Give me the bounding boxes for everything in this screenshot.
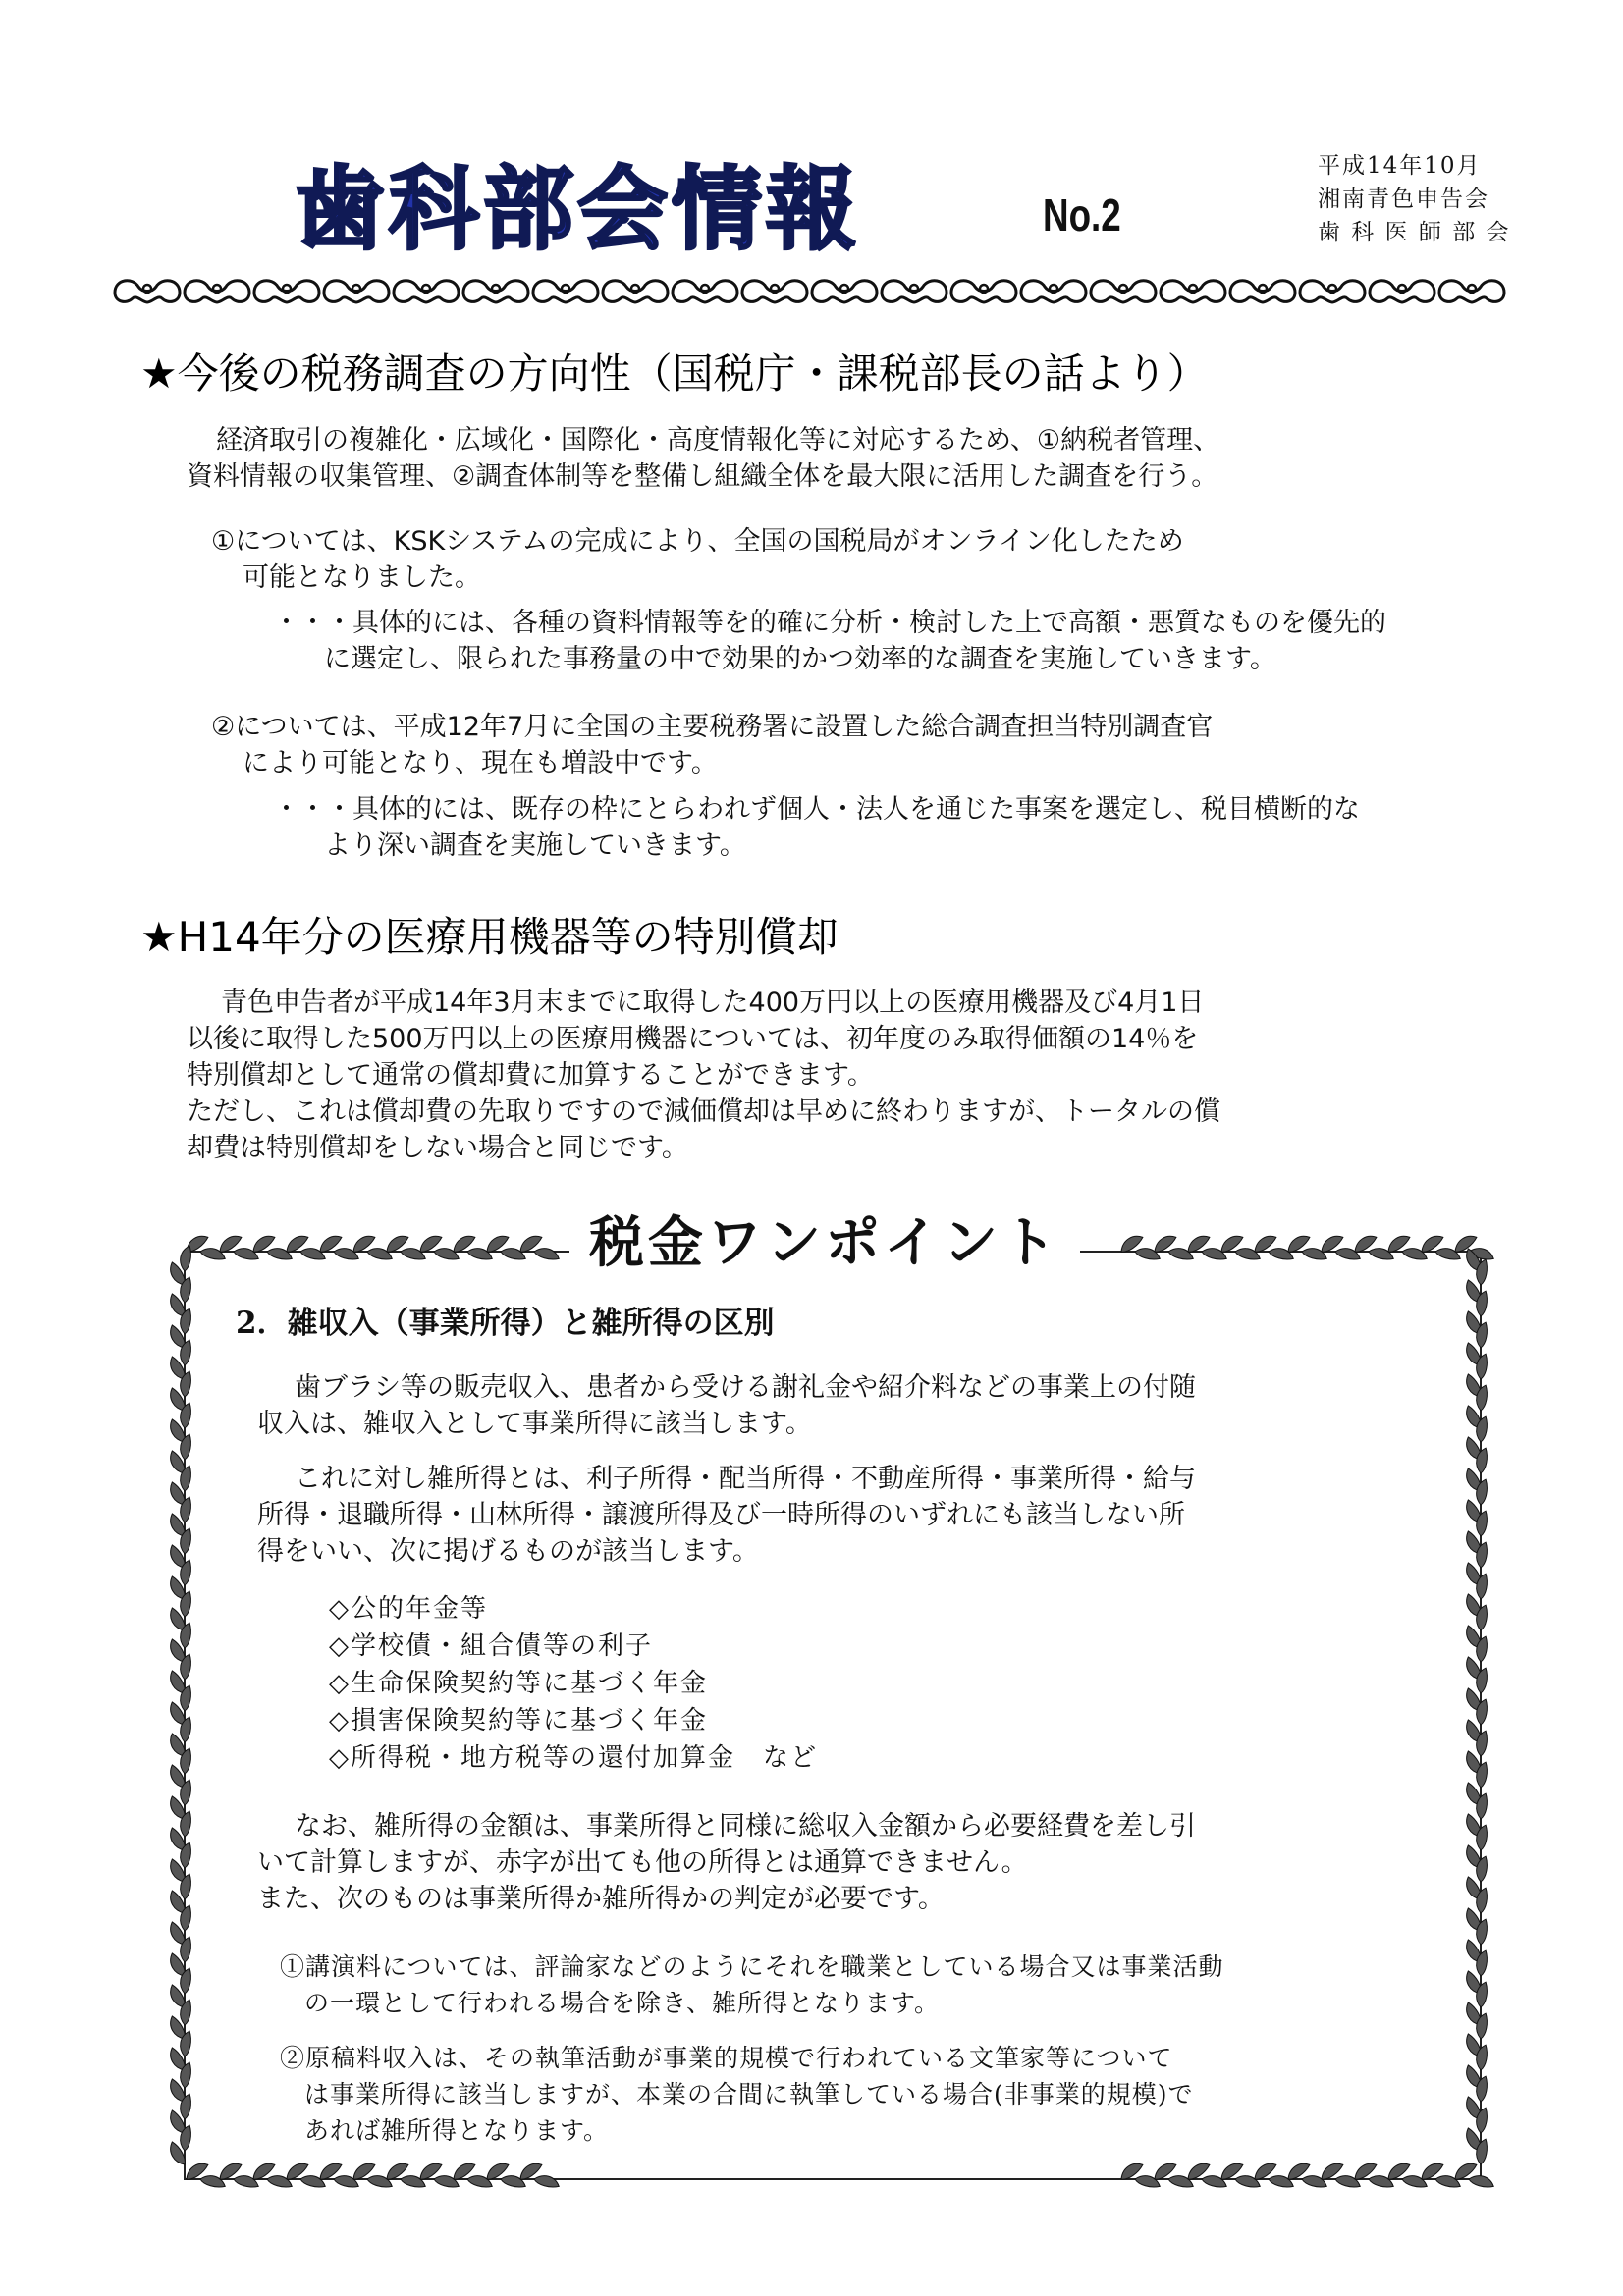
issue-date: 平成14年10月 [1318, 153, 1482, 179]
box-para1-line1: 歯ブラシ等の販売収入、患者から受ける謝礼金や紹介料などの事業上の付随 [295, 1372, 1196, 1403]
section2-line2: 以後に取得した500万円以上の医療用機器については、初年度のみ取得価額の14％を [187, 1024, 1199, 1054]
point1-line2: 可能となりました。 [243, 562, 481, 593]
detail2-line1: ・・・具体的には、既存の枠にとらわれず個人・法人を通じた事案を選定し、税目横断的な [273, 794, 1360, 825]
list-item: ◇生命保険契約等に基づく年金 [329, 1669, 708, 1698]
section1-intro-line2: 資料情報の収集管理、②調査体制等を整備し組織全体を最大限に活用した調査を行う。 [187, 461, 1218, 492]
decorative-chain-divider [113, 273, 1517, 308]
section2-line5: 却費は特別償却をしない場合と同じです。 [187, 1133, 688, 1163]
box-para3-line2: いて計算しますが、赤字が出ても他の所得とは通算できません。 [257, 1847, 1028, 1878]
point2-line2: により可能となり、現在も増設中です。 [243, 748, 718, 778]
box-para1-line2: 収入は、雑収入として事業所得に該当します。 [257, 1409, 812, 1439]
department-name: 歯 科 医 師 部 会 [1318, 220, 1511, 245]
box-para2-line1: これに対し雑所得とは、利子所得・配当所得・不動産所得・事業所得・給与 [295, 1464, 1196, 1494]
publisher-info [1318, 149, 1511, 249]
point2-line1: ②については、平成12年7月に全国の主要税務署に設置した総合調査担当特別調査官 [211, 712, 1214, 742]
note1-line1: ①講演料については、評論家などのようにそれを職業としている場合又は事業活動 [280, 1952, 1224, 1981]
detail1-line2: に選定し、限られた事務量の中で効果的かつ効率的な調査を実施していきます。 [324, 644, 1276, 674]
section2-line4: ただし、これは償却費の先取りですので減価償却は早めに終わりますが、トータルの償 [187, 1096, 1220, 1127]
issue-number: No.2 [1043, 189, 1121, 240]
box-subheading: 2．雑収入（事業所得）と雑所得の区別 [236, 1306, 775, 1341]
section-heading-depreciation: ★H14年分の医療用機器等の特別償却 [140, 913, 839, 961]
section1-intro-line1: 経済取引の複雑化・広域化・国際化・高度情報化等に対応するため、①納税者管理、 [216, 425, 1220, 455]
note2-line3: あれば雑所得となります。 [304, 2116, 610, 2145]
note2-line2: は事業所得に該当しますが、本業の合間に執筆している場合(非事業的規模)で [304, 2080, 1194, 2109]
one-point-ribbon-title: 税金ワンポイント [569, 1200, 1080, 1278]
box-para3-line3: また、次のものは事業所得か雑所得かの判定が必要です。 [257, 1884, 945, 1914]
list-item: ◇公的年金等 [329, 1594, 488, 1624]
detail2-line2: より深い調査を実施していきます。 [324, 830, 746, 861]
organization-name: 湘南青色申告会 [1318, 187, 1489, 212]
list-item: ◇所得税・地方税等の還付加算金 など [329, 1743, 818, 1773]
note2-line1: ②原稿料収入は、その執筆活動が事業的規模で行われている文筆家等について [280, 2044, 1173, 2072]
newsletter-title: 歯科部会情報 [295, 157, 861, 262]
box-para2-line3: 得をいい、次に掲げるものが該当します。 [257, 1536, 759, 1567]
box-para3-line1: なお、雑所得の金額は、事業所得と同様に総収入金額から必要経費を差し引 [295, 1811, 1196, 1842]
detail1-line1: ・・・具体的には、各種の資料情報等を的確に分析・検討した上で高額・悪質なものを優先的 [273, 608, 1386, 638]
list-item: ◇学校債・組合債等の利子 [329, 1631, 653, 1661]
box-para2-line2: 所得・退職所得・山林所得・譲渡所得及び一時所得のいずれにも該当しない所 [257, 1500, 1185, 1530]
list-item: ◇損害保険契約等に基づく年金 [329, 1706, 708, 1735]
point1-line1: ①については、KSKシステムの完成により、全国の国税局がオンライン化したため [211, 526, 1184, 557]
section2-line1: 青色申告者が平成14年3月末までに取得した400万円以上の医療用機器及び4月1日 [221, 988, 1205, 1018]
section-heading-tax-audit: ★今後の税務調査の方向性（国税庁・課税部長の話より） [140, 349, 1209, 398]
section2-line3: 特別償却として通常の償却費に加算することができます。 [187, 1060, 874, 1091]
note1-line2: の一環として行われる場合を除き、雑所得となります。 [304, 1989, 941, 2017]
income-type-list [329, 1590, 818, 1777]
